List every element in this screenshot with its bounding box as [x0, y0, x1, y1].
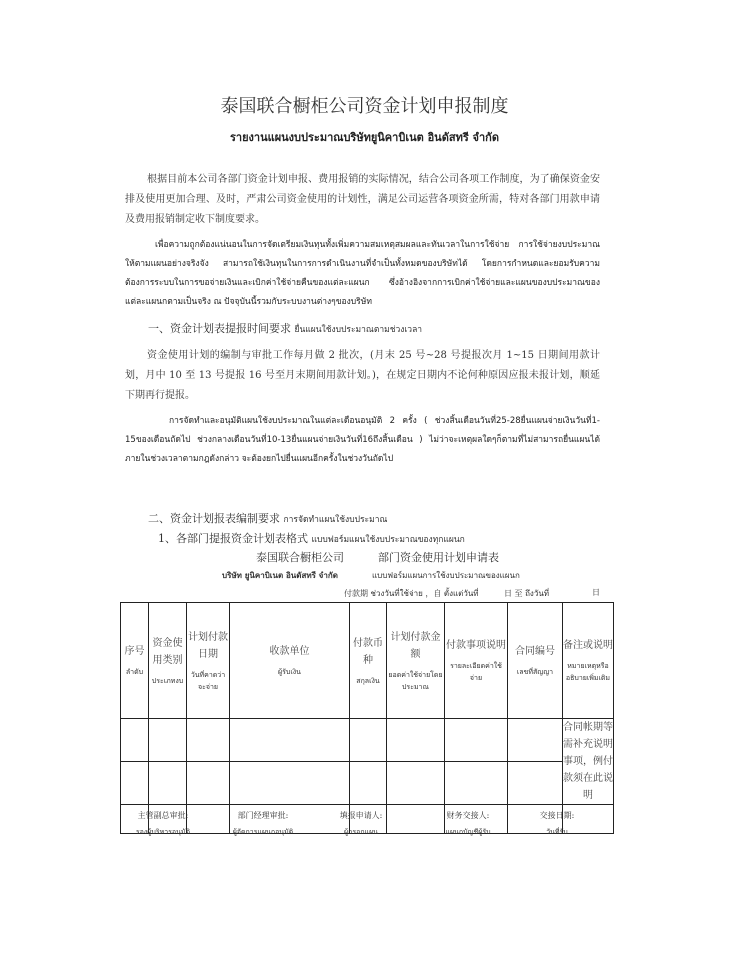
- table-row: [121, 762, 614, 805]
- section-2-heading: [148, 510, 387, 526]
- item-1-heading: [158, 530, 465, 546]
- header-cell-remarks: 备注或说明 หมายเหตุหรือ อธิบายเพิ่มเติม: [563, 603, 614, 719]
- signature-finance: 财务交接人: แผนกบัญชีผู้รับ: [445, 811, 491, 836]
- period-line-end: 日: [592, 588, 600, 597]
- section-2-heading-thai: การจัดทำแผนใช้งบประมาณ: [283, 515, 388, 525]
- signature-applicant: 填报申请人: ผู้กรอกแผน: [339, 811, 383, 836]
- header-cell-currency: 付款币种 สกุลเงิน: [350, 603, 387, 719]
- intro-paragraph-cn: 根据目前本公司各部门资金计划申报、费用报销的实际情况，结合公司各项工作制度，为了确保资金安排及使用更加合理、及时，严肃公司资金使用的计划性，满足公司运营各项资金所需，特对各部门用款申请及费用报销制定收下制度要求。: [125, 174, 600, 225]
- item-1-heading-thai: แบบฟอร์มแผนใช้งบประมาณของทุกแผนก: [311, 535, 465, 545]
- remarks-side-note: 合同帐期等需补充说明事项，例付款须在此说明: [563, 719, 614, 805]
- form-name-thai: แบบฟอร์มแผนการใช้งบประมาณของแผนก: [372, 571, 520, 580]
- header-cell-seq: 序号 ลำดับ: [121, 603, 149, 719]
- section-1-heading-cn: 一、资金计划表提报时间要求: [148, 322, 291, 335]
- form-name-cn: 部门资金使用计划申请表: [378, 551, 499, 564]
- section-2-heading-cn: 二、资金计划报表编制要求: [148, 512, 280, 525]
- section-1-heading-thai: ยื่นแผนใช้งบประมาณตามช่วงเวลา: [294, 325, 423, 335]
- section-1-body-cn: 资金使用计划的编制与审批工作每月做 2 批次，(月末 25 号~28 号提报次月 1~15 日期间用款计划，月中 10 至 13 号提报 16 号至月末期间用款计划。)，在规定日期内不论何种原因应报未报计划，顺延下期再行提报。: [125, 350, 600, 401]
- header-cell-plan-date: 计划付款日期 วันที่คาดว่าจะจ่าย: [187, 603, 230, 719]
- section-1-heading: [148, 320, 422, 336]
- document-title: 泰国联合橱柜公司资金计划申报制度: [220, 96, 509, 117]
- section-1-body-thai: การจัดทำและอนุมัติแผนใช้งบประมาณในแต่ละเดือนอนุมัติ 2 ครั้ง ( ช่วงสิ้นเดือนวันที่25-28ยื่นแผนจ่ายเงินวันที่1-15ของเดือนถัดไป ช่วงกลางเดือนวันที่10-13ยื่นแผนจ่ายเงินวันที่16ถึงสิ้นเดือน ) ไม่ว่าจะเหตุผลใดๆก็ตามที่ไม่สามารถยื่นแผนได้ภายในช่วงเวลาตามกฎดังกล่าว จะต้องยกไปยื่นแผนอีกครั้งในช่วงวันถัดไป: [125, 416, 600, 464]
- table-row: [121, 719, 614, 762]
- header-cell-payee: 收款单位 ผู้รับเงิน: [230, 603, 350, 719]
- intro-paragraph-thai: เพื่อความถูกต้องแน่นอนในการจัดเตรียมเงินทุนทั้งเพิ่มความสมเหตุสมผลและทันเวลาในการใช้จ่าย การใช้จ่ายงบประมาณให้ตามแผนอย่างจริงจัง สามารถใช้เงินทุนในการการดำเนินงานที่จำเป็นทั้งหมดของบริษัทได้ โดยการกำหนดและยอมรับความต้องการระบบในการขอจ่ายเงินและเบิกค่าใช้จ่ายคืนของแต่ละแผนก ซึ่งอ้างอิงจากการเบิกค่าใช้จ่ายและแผนของบประมาณของแต่ละแผนกตามเป็นจริง ณ ปัจจุบันนี้รวมกับระบบงานต่างๆของบริษัท: [125, 240, 600, 307]
- table-header-row: [121, 603, 614, 719]
- header-cell-description: 付款事项说明 รายละเอียดค่าใช้จ่าย: [445, 603, 508, 719]
- signature-handover-date: 交接日期: วันที่รับ: [539, 811, 575, 836]
- document-subtitle-thai: รายงานแผนงบประมาณบริษัทยูนิคาบิเนต อินดัสทรี จำกัด: [230, 131, 499, 144]
- period-line-from: 付款期 ช่วงวันที่ใช้จ่าย ，自 ตั้งแต่วันที่: [344, 589, 479, 598]
- header-cell-category: 资金使用类别 ประเภทงบ: [149, 603, 187, 719]
- fund-plan-table: [120, 602, 614, 834]
- header-cell-amount: 计划付款金额 ยอดค่าใช้จ่ายโดยประมาณ: [387, 603, 445, 719]
- header-cell-contract-no: 合同编号 เลขที่สัญญา: [508, 603, 563, 719]
- signature-dept-manager: 部门经理审批: ผู้จัดการแผนกอนุมัติ: [232, 811, 294, 836]
- form-company-cn: 泰国联合橱柜公司: [256, 551, 344, 564]
- form-company-thai: บริษัท ยูนิคาบิเนต อินดัสทรี จำกัด: [222, 571, 338, 580]
- period-line-to: 日 至 ถึงวันที่: [504, 589, 550, 598]
- item-1-heading-cn: 1、各部门提报资金计划表格式: [158, 532, 308, 545]
- signature-supervisor: 主管副总审批: รองผู้บริหารอนุมัติ: [135, 811, 191, 836]
